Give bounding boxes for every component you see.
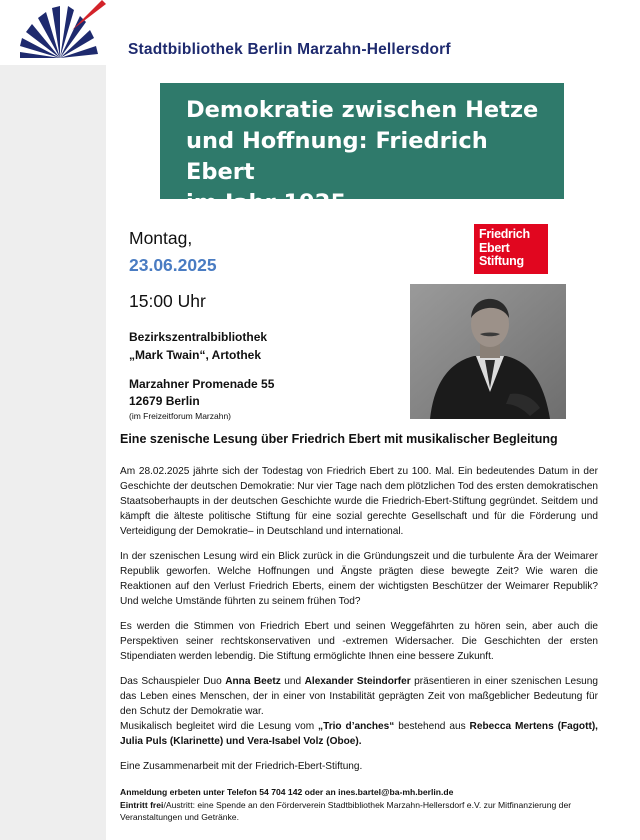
partner-block (410, 222, 566, 419)
event-weekday: Montag, (129, 228, 193, 248)
fes-logo-line: Friedrich (479, 227, 530, 241)
text-run: Musikalisch begleitet wird die Lesung vom (120, 721, 319, 732)
event-title-line: und Hoffnung: Friedrich Ebert (186, 128, 488, 185)
library-logo (16, 0, 108, 60)
city: 12679 Berlin (129, 394, 200, 408)
event-time: 15:00 Uhr (129, 291, 206, 311)
paragraph: Es werden die Stimmen von Friedrich Ebert und seinen Weggefährten zu hören sein, aber auch die Perspektiven seiner rechtskonservativen und -extremen Widersacher. Die Geschichten der ersten Stipendiaten werden lebendig. Die Stiftung ermöglichte Ihnen eine bessere Zukunft. (120, 621, 598, 662)
paragraph: Eine Zusammenarbeit mit der Friedrich-Ebert-Stiftung. (120, 761, 363, 772)
performer-name: Alexander Steindorfer (304, 676, 411, 687)
date-block (129, 228, 217, 312)
ensemble-name: „Trio d’anches“ (318, 721, 395, 732)
event-description (120, 464, 598, 784)
text-run: bestehend aus (394, 721, 470, 732)
text-run: präsentieren in einer szenischen Lesung das Leben eines Menschen, der in einer von Instabilität geprägten Zeit von maßgeblicher Bedeutung für den Schutz der Demokratie war. (120, 676, 599, 717)
paragraph: Am 28.02.2025 jährte sich der Todestag von Friedrich Ebert zu 100. Mal. Ein bedeutendes Datum in der Geschichte der deutschen Demokratie: Nur vier Tage nach dem plötzlichen Tod des ersten demokratischen Staatsoberhaupts in der deutschen Geschichte wurde die Friedrich-Ebert-Stiftung gegründet. Seitdem und kämpft die älteste politische Stiftung für eine sozial gerechte Gesellschaft und für die Förderung und Verteidigung der Demokratie– in Deutschland und international. (120, 466, 598, 537)
text-run: Das Schauspieler Duo (120, 676, 226, 687)
venue-name: Bezirkszentralbibliothek (129, 330, 268, 344)
address-note: (im Freizeitforum Marzahn) (129, 411, 232, 421)
portrait-photo (410, 284, 566, 419)
event-title-box (160, 83, 564, 216)
footer (120, 786, 598, 824)
street: Marzahner Promenade 55 (129, 377, 275, 391)
entry-free: Eintritt frei (120, 799, 164, 810)
fes-logo (474, 224, 548, 274)
fes-logo-line: Stiftung (479, 254, 524, 268)
paragraph (120, 674, 598, 719)
entry-text: /Austritt: eine Spende an den Förderverein Stadtbibliothek Marzahn-Hellersdorf e.V. zur Mitfinanzierung der Veranstaltungen und Getränke. (120, 799, 572, 822)
text-run: und (280, 676, 305, 687)
paragraph (120, 719, 598, 749)
address (129, 376, 274, 422)
performer-name: Anna Beetz (225, 676, 281, 687)
event-subtitle: Eine szenische Lesung über Friedrich Ebert mit musikalischer Begleitung (120, 432, 558, 446)
event-title-line: im Jahr 1925 (186, 190, 347, 216)
venue-room: „Mark Twain“, Artothek (129, 348, 262, 362)
registration-info (120, 786, 598, 799)
event-title-line: Demokratie zwischen Hetze (186, 97, 539, 123)
paragraph: In der szenischen Lesung wird ein Blick zurück in die Gründungszeit und die turbulente Ära der Weimarer Republik geworfen. Welche Hoffnungen und Ängste prägten diese bewegte Zeit? Wie waren die Reaktionen auf den Verlust Friedrich Eberts, einem der wichtigsten Beschützer der Weimarer Republik? Und welche Umstände führten zu seinem frühen Tod? (120, 551, 598, 607)
library-name: Stadtbibliothek Berlin Marzahn-Hellersdorf (128, 41, 451, 58)
left-sidebar-band (0, 65, 106, 840)
event-date: 23.06.2025 (129, 255, 217, 275)
musician-names: Rebecca Mertens (Fagott), Julia Puls (Klarinette) und Vera-Isabel Volz (Oboe). (120, 721, 598, 747)
entry-info (120, 799, 598, 824)
venue (129, 328, 267, 364)
registration-text: Anmeldung erbeten unter Telefon 54 704 142 oder an ines.bartel@ba-mh.berlin.de (120, 787, 454, 797)
fes-logo-line: Ebert (479, 240, 510, 255)
